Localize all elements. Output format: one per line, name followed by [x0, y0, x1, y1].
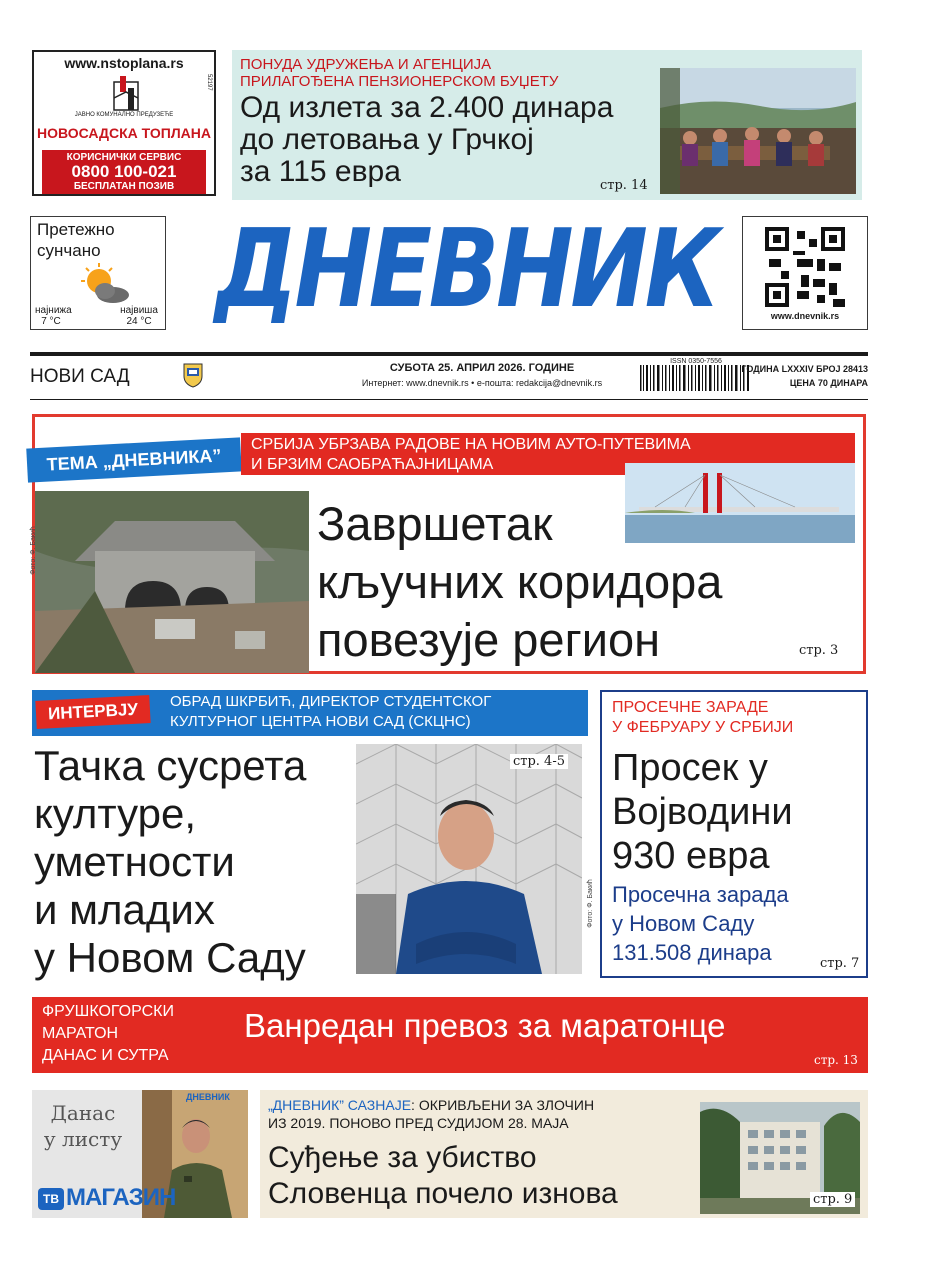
- ad-company-name: НОВОСАДСКА ТОПЛАНА: [37, 125, 211, 141]
- marathon-page-ref: стр. 13: [814, 1053, 858, 1067]
- interview-headline-line-2: културе,: [34, 790, 197, 837]
- weather-low-label: најнижа: [35, 305, 72, 316]
- today-label: [42, 1100, 124, 1152]
- interview-page-ref: стр. 4-5: [510, 754, 568, 769]
- interview-headline-line-5: у Новом Саду: [34, 934, 306, 981]
- issue-number: ГОДИНА LXXXIV БРОЈ 28413: [741, 364, 868, 374]
- interview-headline-line-3: уметности: [34, 838, 235, 885]
- salary-headline-line-1: Просек у: [612, 747, 768, 789]
- interview-headline-line-1: Тачка сусрета: [34, 742, 307, 789]
- ad-service-label: КОРИСНИЧКИ СЕРВИС: [66, 152, 182, 163]
- main-kicker-line-1: СРБИЈА УБРЗАВА РАДОВЕ НА НОВИМ АУТО-ПУТЕВИМА: [251, 436, 691, 453]
- promo-headline: [240, 92, 613, 188]
- trial-building-photo: [700, 1102, 860, 1214]
- ad-phone: 0800 100-021: [71, 162, 177, 181]
- promo-headline-line-1: Од излета за 2.400 динара: [240, 91, 614, 124]
- qr-code-icon: [765, 227, 845, 307]
- weather-box: [30, 216, 166, 330]
- qr-url: www.dnevnik.rs: [770, 311, 840, 321]
- main-headline-line-1: Завршетак: [317, 497, 553, 550]
- contact-line: Интернет: www.dnevnik.rs • е-пошта: redakcija@dnevnik.rs: [361, 378, 603, 388]
- price: ЦЕНА 70 ДИНАРА: [789, 378, 868, 388]
- trial-headline-line-1: Суђење за убиство: [268, 1141, 537, 1174]
- interview-photo-credit: Фото: Ф. Бакић: [586, 879, 594, 928]
- main-kicker-line-2: И БРЗИМ САОБРАЋАЈНИЦАМА: [251, 456, 494, 473]
- qr-code-box[interactable]: [742, 216, 868, 330]
- interview-tag: ИНТЕРВЈУ: [35, 695, 150, 729]
- weather-low: [35, 305, 72, 327]
- tv-photo-caption: ДНЕВНИК: [186, 1092, 230, 1102]
- ad-subtitle: ЈАВНО КОМУНАЛНО ПРЕДУЗЕЋЕ: [74, 112, 174, 118]
- promo-headline-line-2: до летовања у Грчкој: [240, 123, 534, 156]
- tunnel-construction-photo: [35, 491, 309, 673]
- weather-condition-line-2: сунчано: [37, 241, 101, 260]
- trial-kicker-rest: : ОКРИВЉЕНИ ЗА ЗЛОЧИН: [411, 1097, 595, 1113]
- main-photo-credit: Фото: Ф. Бакић: [29, 526, 37, 575]
- marathon-headline: Ванредан превоз за маратонце: [244, 1007, 726, 1044]
- issue-info-bar: [30, 352, 868, 400]
- issn-number: ISSN 0350-7556: [670, 358, 722, 365]
- sun-cloud-icon: [73, 261, 133, 307]
- marathon-kicker-line-2: МАРАТОН: [42, 1025, 119, 1042]
- salary-headline-line-3: 930 евра: [612, 835, 770, 877]
- salary-kicker: [612, 698, 793, 738]
- city-coat-of-arms-icon: [182, 360, 204, 388]
- trial-kicker: [268, 1096, 594, 1132]
- ad-service-box: [42, 150, 206, 194]
- issue-date: СУБОТА 25. АПРИЛ 2026. ГОДИНЕ: [389, 362, 575, 374]
- ad-code: 52197: [206, 74, 212, 91]
- today-label-line-1: Данас: [50, 1101, 116, 1125]
- main-headline-line-2: кључних коридора: [317, 555, 723, 608]
- promo-page-ref: стр. 14: [600, 178, 648, 193]
- interview-portrait-photo: [356, 744, 582, 974]
- trial-kicker-line-2: ИЗ 2019. ПОНОВО ПРЕД СУДИЈОМ 28. МАЈА: [268, 1115, 569, 1131]
- promo-kicker-1: ПОНУДА УДРУЖЕЊА И АГЕНЦИЈА: [240, 56, 492, 73]
- trial-kicker-bold: „ДНЕВНИК” САЗНАЈЕ: [268, 1097, 412, 1113]
- marathon-kicker-line-1: ФРУШКОГОРСКИ: [42, 1003, 174, 1020]
- interview-banner[interactable]: [32, 690, 588, 736]
- marathon-kicker-line-3: ДАНАС И СУТРА: [42, 1047, 169, 1064]
- trial-page-ref: стр. 9: [810, 1192, 855, 1207]
- tv-badge: ТВ: [38, 1188, 64, 1210]
- salary-page-ref: стр. 7: [820, 956, 860, 971]
- main-headline-line-3: повезује регион: [317, 613, 661, 666]
- interview-kicker: [170, 692, 491, 732]
- main-page-ref: стр. 3: [799, 643, 839, 658]
- trial-headline: [268, 1140, 618, 1212]
- promo-pension-travel[interactable]: [232, 50, 862, 200]
- interview-headline-line-4: и младих: [34, 886, 215, 933]
- weather-condition: [37, 219, 115, 261]
- salary-kicker-line-2: У ФЕБРУАРУ У СРБИЈИ: [612, 719, 794, 736]
- theme-tag: ТЕМА „ДНЕВНИКА”: [26, 437, 241, 482]
- main-headline: [317, 495, 722, 669]
- weather-condition-line-1: Претежно: [37, 220, 115, 239]
- city-label: НОВИ САД: [30, 366, 130, 387]
- marathon-story-bar[interactable]: [32, 997, 868, 1073]
- tv-magazine-title: МАГАЗИН: [66, 1184, 176, 1211]
- salary-headline-line-2: Војводини: [612, 791, 793, 833]
- salary-story-box[interactable]: [600, 690, 868, 978]
- salary-headline: [612, 746, 793, 878]
- interview-kicker-line-2: КУЛТУРНОГ ЦЕНТРА НОВИ САД (СКЦНС): [170, 713, 471, 730]
- weather-high: [119, 305, 159, 327]
- marathon-kicker: [42, 1001, 174, 1067]
- weather-high-label: највиша: [120, 305, 158, 316]
- tv-magazine-promo[interactable]: [32, 1090, 248, 1218]
- today-label-line-2: у листу: [43, 1127, 123, 1151]
- weather-low-value: 7 °C: [41, 316, 61, 327]
- salary-sub-line-1: Просечна зарада: [612, 882, 789, 907]
- interview-headline[interactable]: [34, 742, 306, 982]
- ad-url: www.nstoplana.rs: [64, 55, 184, 71]
- salary-sub-line-3: 131.508 динара: [612, 940, 772, 965]
- trial-kicker-line-1: [268, 1096, 594, 1114]
- interview-kicker-line-1: ОБРАД ШКРБИЋ, ДИРЕКТОР СТУДЕНТСКОГ: [170, 693, 492, 710]
- promo-photo-seniors-picnic: [660, 68, 856, 194]
- lead-story-corridors[interactable]: [29, 414, 866, 674]
- promo-headline-line-3: за 115 евра: [240, 155, 401, 188]
- newspaper-masthead[interactable]: ДНЕВНИК: [215, 207, 718, 332]
- toplana-logo-icon: [106, 74, 146, 112]
- weather-high-value: 24 °C: [126, 316, 152, 327]
- salary-kicker-line-1: ПРОСЕЧНЕ ЗАРАДЕ: [612, 699, 769, 716]
- promo-kicker-2: ПРИЛАГОЂЕНА ПЕНЗИОНЕРСКОМ БУЏЕТУ: [240, 73, 559, 90]
- ad-free-call: БЕСПЛАТАН ПОЗИВ: [73, 181, 175, 192]
- trial-story[interactable]: [260, 1090, 868, 1218]
- salary-subhead: [612, 880, 789, 967]
- trial-headline-line-2: Словенца почело изнова: [268, 1177, 618, 1210]
- salary-sub-line-2: у Новом Саду: [612, 911, 755, 936]
- heating-company-ad[interactable]: [32, 50, 216, 196]
